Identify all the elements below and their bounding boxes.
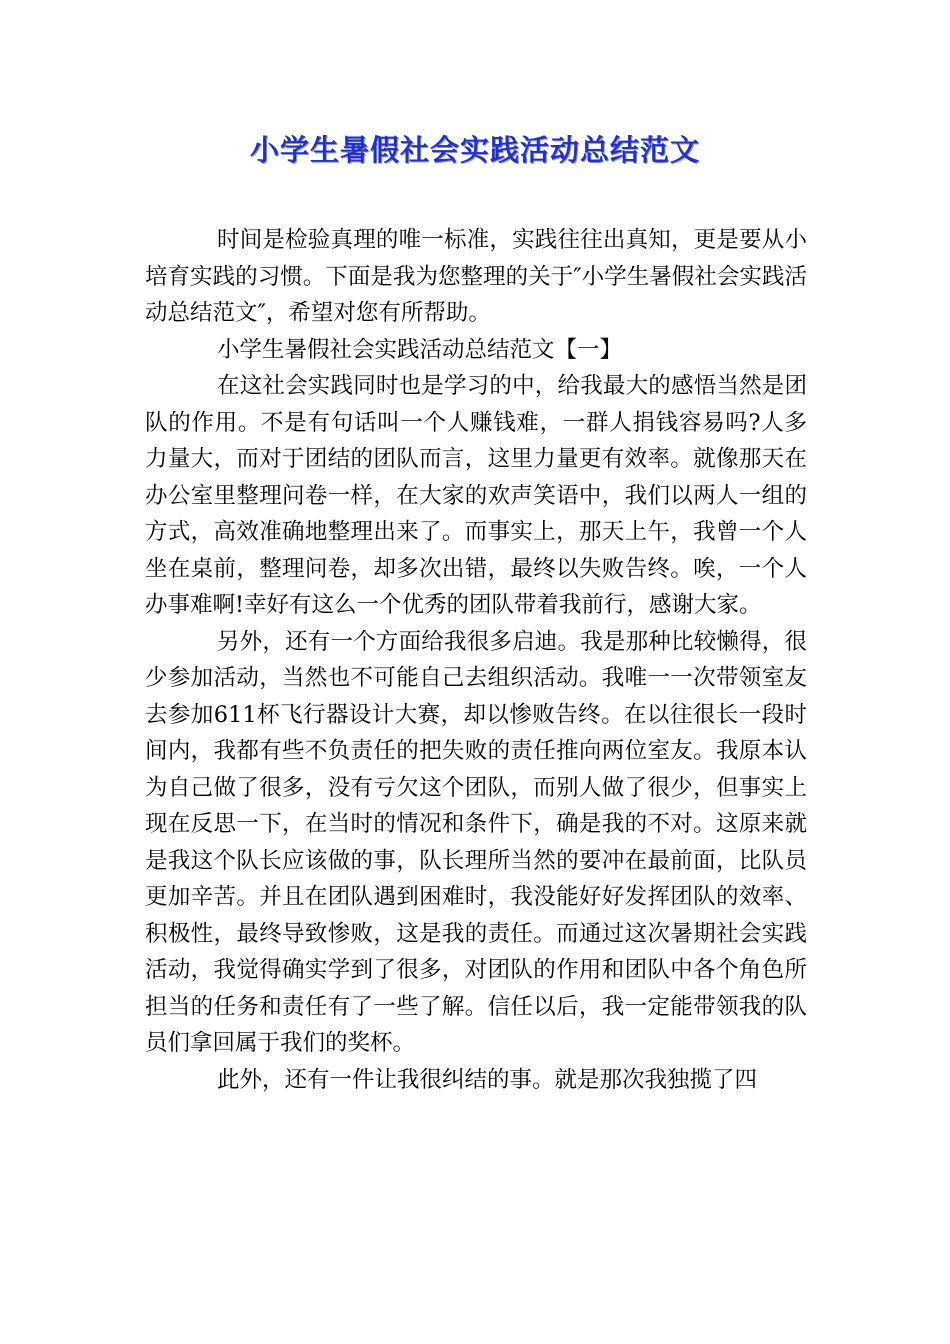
paragraph-team: 在这社会实践同时也是学习的中，给我最大的感悟当然是团队的作用。不是有句话叫一个人赚钱难，一群人捐钱容易吗?人多力量大，而对于团结的团队而言，这里力量更有效率。就像那天在办公室里整理问卷一样，在大家的欢声笑语中，我们以两人一组的方式，高效准确地整理出来了。而事实上，那天上午，我曾一个人坐在桌前，整理问卷，却多次出错，最终以失败告终。唉，一个人办事难啊!幸好有这么一个优秀的团队带着我前行，感谢大家。 — [145, 373, 807, 618]
paragraph-continued: 此外，还有一件让我很纠结的事。就是那次我独揽了四 — [217, 1066, 758, 1093]
document-title: 小学生暑假社会实践活动总结范文 — [249, 133, 700, 167]
paragraph-responsibility: 另外，还有一个方面给我很多启迪。我是那种比较懒得，很少参加活动，当然也不可能自己去组织活动。我唯一一次带领室友去参加611杯飞行器设计大赛，却以惨败告终。在以往很长一段时间内，我都有些不负责任的把失败的责任推向两位室友。我原本认为自己做了很多，没有亏欠这个团队，而别人做了很少，但事实上现在反思一下，在当时的情况和条件下，确是我的不对。这原来就是我这个队长应该做的事，队长理所当然的要冲在最前面，比队员更加辛苦。并且在团队遇到困难时，我没能好好发挥团队的效率、积极性，最终导致惨败，这是我的责任。而通过这次暑期社会实践活动，我觉得确实学到了很多，对团队的作用和团队中各个角色所担当的任务和责任有了一些了解。信任以后，我一定能带领我的队员们拿回属于我们的奖杯。 — [145, 628, 807, 1056]
paragraph-intro: 时间是检验真理的唯一标准，实践往往出真知，更是要从小培育实践的习惯。下面是我为您整理的关于″小学生暑假社会实践活动总结范文″，希望对您有所帮助。 — [145, 227, 807, 326]
document-body — [145, 222, 807, 1098]
section-heading: 小学生暑假社会实践活动总结范文【一】 — [217, 336, 623, 363]
